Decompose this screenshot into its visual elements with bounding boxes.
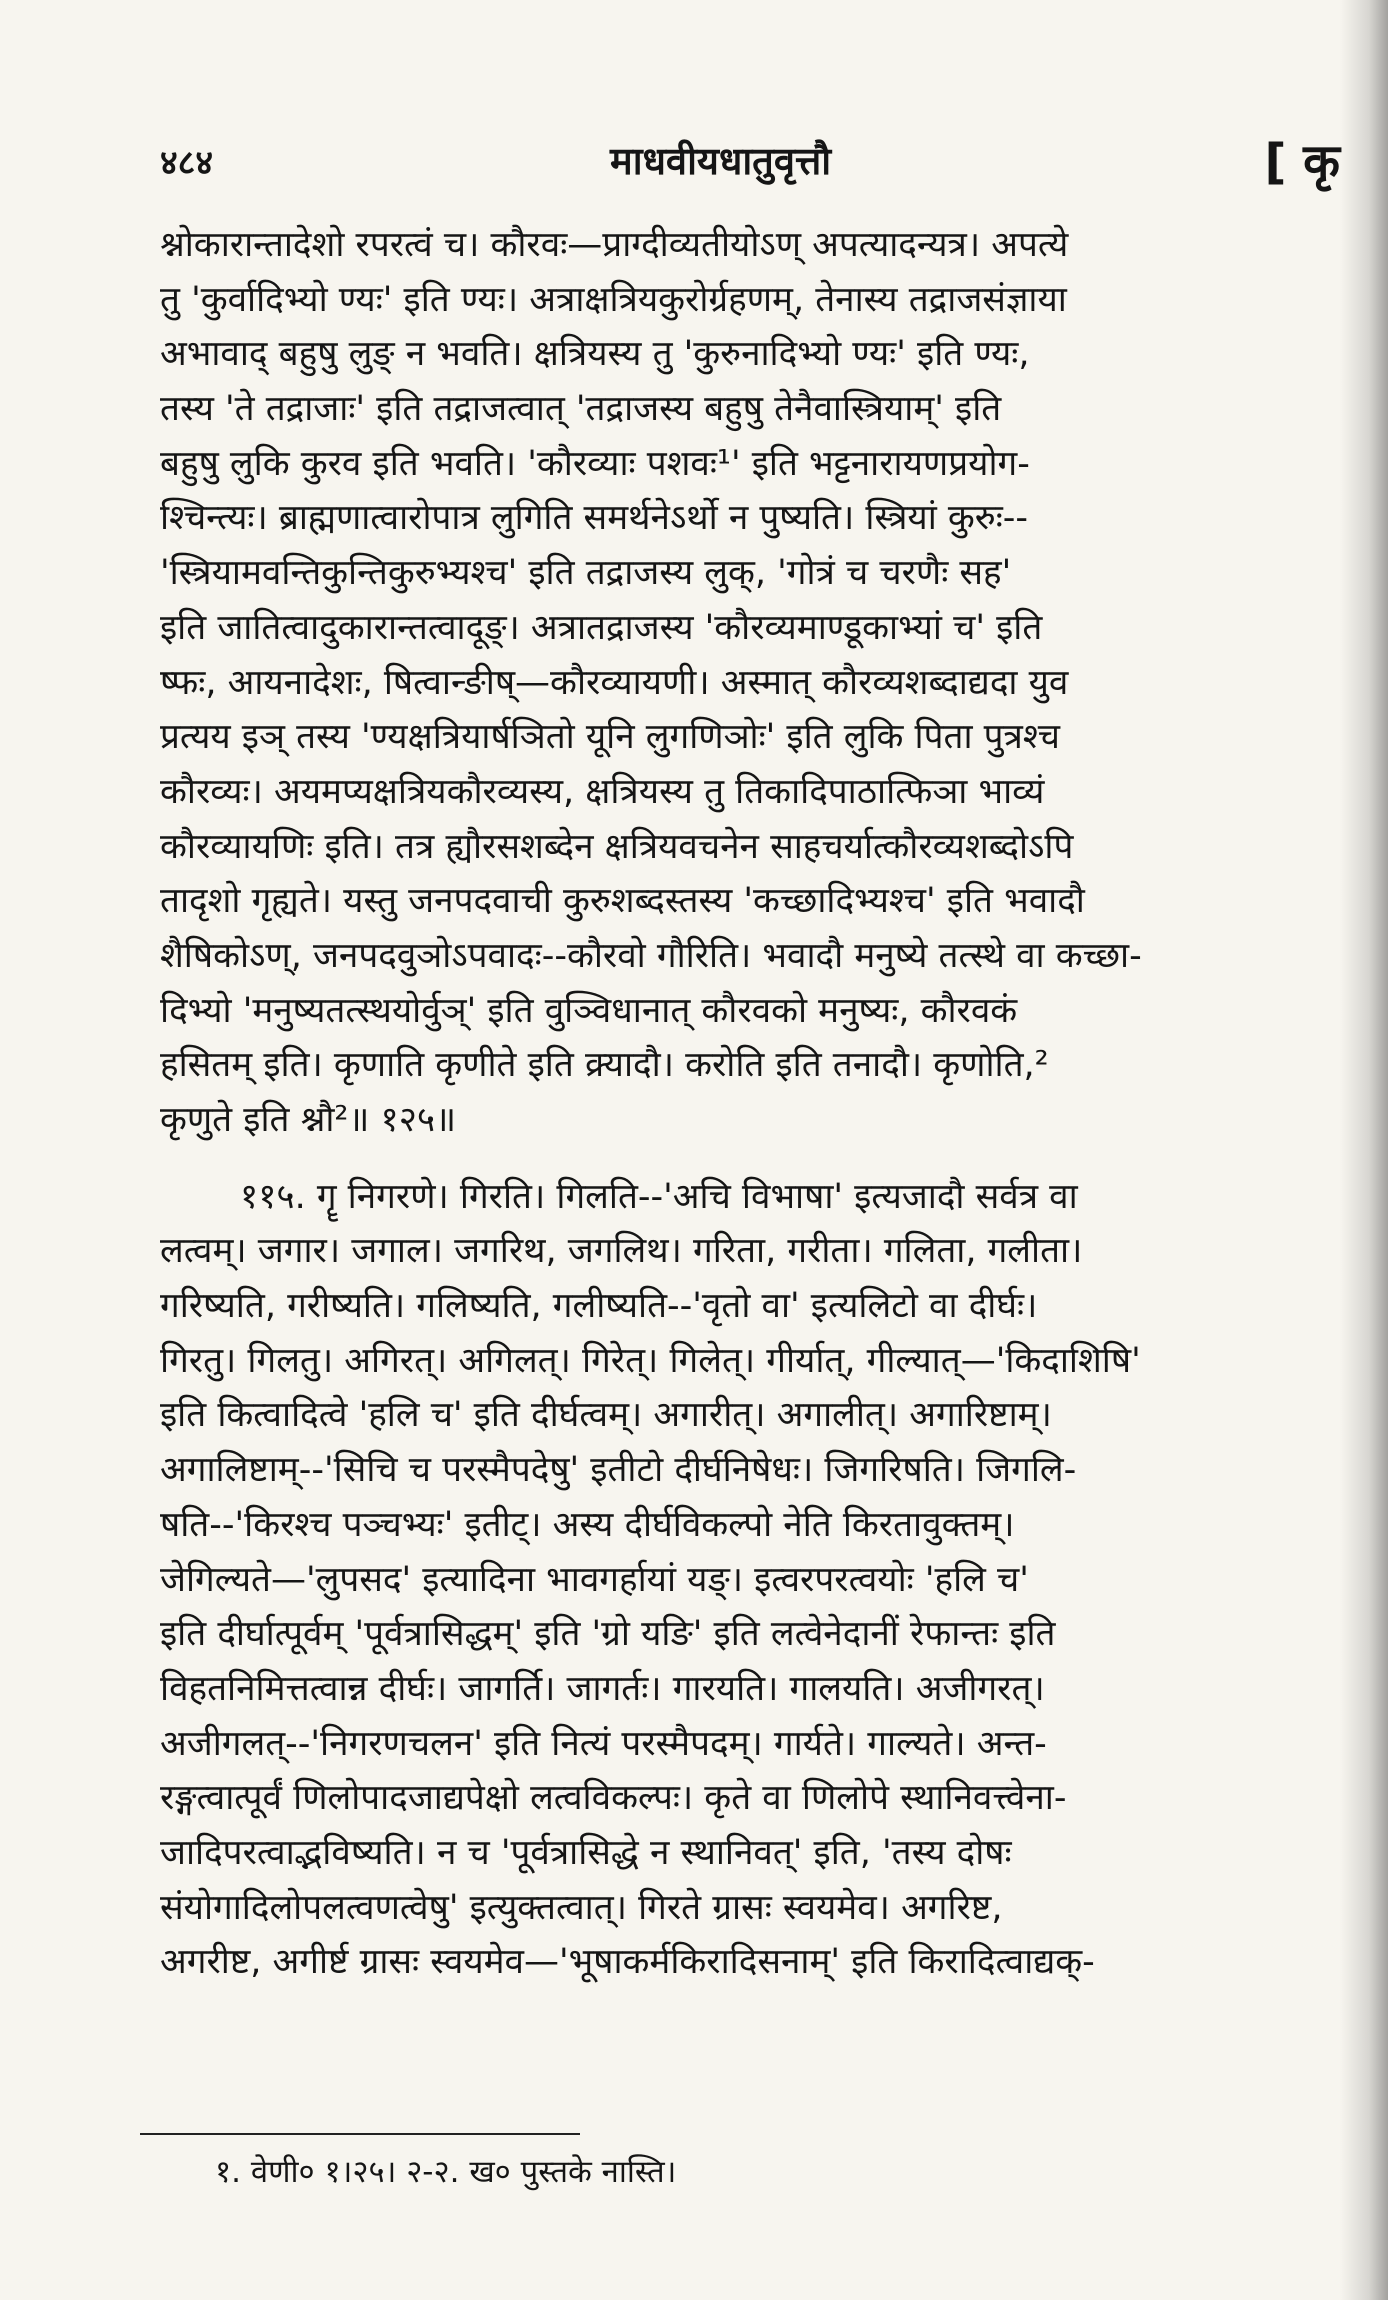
text-line: षति--'किरश्च पञ्चभ्यः' इतीट्। अस्य दीर्घविकल्पो नेति किरतावुक्तम्।: [160, 1504, 1015, 1545]
text-line: गिरतु। गिलतु। अगिरत्। अगिलत्। गिरेत्। गिलेत्। गीर्यात्, गील्यात्—'किदाशिषि': [160, 1340, 1141, 1381]
text-line: शैषिकोऽण्, जनपदवुञोऽपवादः--कौरवो गौरिति। भवादौ मनुष्ये तत्स्थे वा कच्छा-: [160, 935, 1142, 976]
text-line: तादृशो गृह्यते। यस्तु जनपदवाची कुरुशब्दस्तस्य 'कच्छादिभ्यश्च' इति भवादौ: [160, 881, 1085, 922]
text-line: जादिपरत्वाद्भविष्यति। न च 'पूर्वत्रासिद्धे न स्थानिवत्' इति, 'तस्य दोषः: [160, 1832, 1012, 1873]
text-line: विहतनिमित्तत्वान्न दीर्घः। जागर्ति। जागर्तः। गारयति। गालयति। अजीगरत्।: [160, 1668, 1045, 1709]
text-line: कृणुते इति श्नौ²॥ १२५॥: [160, 1100, 457, 1140]
text-line: श्नोकारान्तादेशो रपरत्वं च। कौरवः—प्राग्दीव्यतीयोऽण् अपत्यादन्यत्र। अपत्ये: [160, 225, 1069, 265]
text-line: बहुषु लुकि कुरव इति भवति। 'कौरव्याः पशवः¹' इति भट्टनारायणप्रयोग-: [160, 443, 1030, 484]
text-line: जेगिल्यते—'लुपसद' इत्यादिना भावगर्हायां यङ्। इत्वरपरत्वयोः 'हलि च': [160, 1559, 1029, 1600]
text-line: कौरव्यायणिः इति। तत्र ह्यौरसशब्देन क्षत्रियवचनेन साहचर्यात्कौरव्यशब्दोऽपि: [160, 826, 1074, 867]
text-line: लत्वम्। जगार। जगाल। जगरिथ, जगलिथ। गरिता, गरीता। गलिता, गलीता।: [160, 1231, 1083, 1272]
text-line: संयोगादिलोपलत्वणत्वेषु' इत्युक्तत्वात्। गिरते ग्रासः स्वयमेव। अगरिष्ट,: [160, 1887, 1003, 1928]
text-line: कौरव्यः। अयमप्यक्षत्रियकौरव्यस्य, क्षत्रियस्य तु तिकादिपाठात्फिञा भाव्यं: [160, 771, 1045, 812]
text-line: तु 'कुर्वादिभ्यो ण्यः' इति ण्यः। अत्राक्षत्रियकुरोर्ग्रहणम्, तेनास्य तद्राजसंज्ञाया: [160, 279, 1067, 320]
text-line: दिभ्यो 'मनुष्यतत्स्थयोर्वुञ्' इति वुञ्विधानात् कौरवको मनुष्यः, कौरवकं: [160, 990, 1018, 1031]
text-line: अभावाद् बहुषु लुङ् न भवति। क्षत्रियस्य तु 'कुरुनादिभ्यो ण्यः' इति ण्यः,: [160, 334, 1030, 375]
section-heading-line: ११५. गॄ निगरणे। गिरति। गिलति--'अचि विभाषा' इत्यजादौ सर्वत्र वा: [240, 1176, 1078, 1217]
footnote-divider: [140, 2133, 580, 2135]
page-header: [160, 128, 1340, 198]
text-line: रङ्गत्वात्पूर्वं णिलोपादजाद्यपेक्षो लत्वविकल्पः। कृते वा णिलोपे स्थानिवत्त्वेना-: [160, 1778, 1067, 1819]
text-line: तस्य 'ते तद्राजाः' इति तद्राजत्वात् 'तद्राजस्य बहुषु तेनैवास्त्रियाम्' इति: [160, 389, 1002, 430]
text-line: अगरीष्ट, अगीर्ष्ट ग्रासः स्वयमेव—'भूषाकर्मकिरादिसनाम्' इति किरादित्वाद्यक्-: [160, 1942, 1095, 1983]
running-root: [ कृ: [1264, 134, 1340, 190]
text-line: श्चिन्त्यः। ब्राह्मणात्वारोपात्र लुगिति समर्थनेऽर्थो न पुष्यति। स्त्रियां कुरुः--: [160, 498, 1029, 539]
text-line: अगालिष्टाम्--'सिचि च परस्मैपदेषु' इतीटो दीर्घनिषेधः। जिगरिषति। जिगलि-: [160, 1450, 1077, 1491]
section-gap: [160, 1148, 1340, 1170]
footnote: १. वेणी० १।२५। २-२. ख० पुस्तके नास्ति।: [215, 2154, 677, 2190]
page-number: ४८४: [160, 143, 214, 183]
text-line: अजीगलत्--'निगरणचलन' इति नित्यं परस्मैपदम्। गार्यते। गाल्यते। अन्त-: [160, 1723, 1047, 1764]
text-line: प्रत्यय इञ् तस्य 'ण्यक्षत्रियार्षञितो यूनि लुगणिञोः' इति लुकि पिता पुत्रश्च: [160, 717, 1060, 758]
text-line: ष्फः, आयनादेशः, षित्वान्ङीष्—कौरव्यायणी। अस्मात् कौरव्यशब्दाद्यदा युव: [160, 662, 1069, 703]
text-line: हसितम् इति। कृणाति कृणीते इति क्र्यादौ। करोति इति तनादौ। कृणोति,²: [160, 1045, 1049, 1086]
page-edge-shadow: [1340, 0, 1388, 2300]
text-line: गरिष्यति, गरीष्यति। गलिष्यति, गलीष्यति--'वृतो वा' इत्यलिटो वा दीर्घः।: [160, 1286, 1038, 1327]
running-title: माधवीयधातुवृत्तौ: [610, 139, 832, 183]
text-line: इति दीर्घात्पूर्वम् 'पूर्वत्रासिद्धम्' इति 'ग्रो यङि' इति लत्वेनेदानीं रेफान्तः इति: [160, 1614, 1056, 1655]
text-line: इति जातित्वादुकारान्तत्वादूङ्। अत्रातद्राजस्य 'कौरव्यमाण्डूकाभ्यां च' इति: [160, 607, 1043, 648]
text-line: 'स्त्रियामवन्तिकुन्तिकुरुभ्यश्च' इति तद्राजस्य लुक्, 'गोत्रं च चरणैः सह': [160, 553, 1012, 594]
text-line: इति कित्वादित्वे 'हलि च' इति दीर्घत्वम्। अगारीत्। अगालीत्। अगारिष्टाम्।: [160, 1395, 1052, 1436]
main-text: [160, 218, 1340, 1990]
